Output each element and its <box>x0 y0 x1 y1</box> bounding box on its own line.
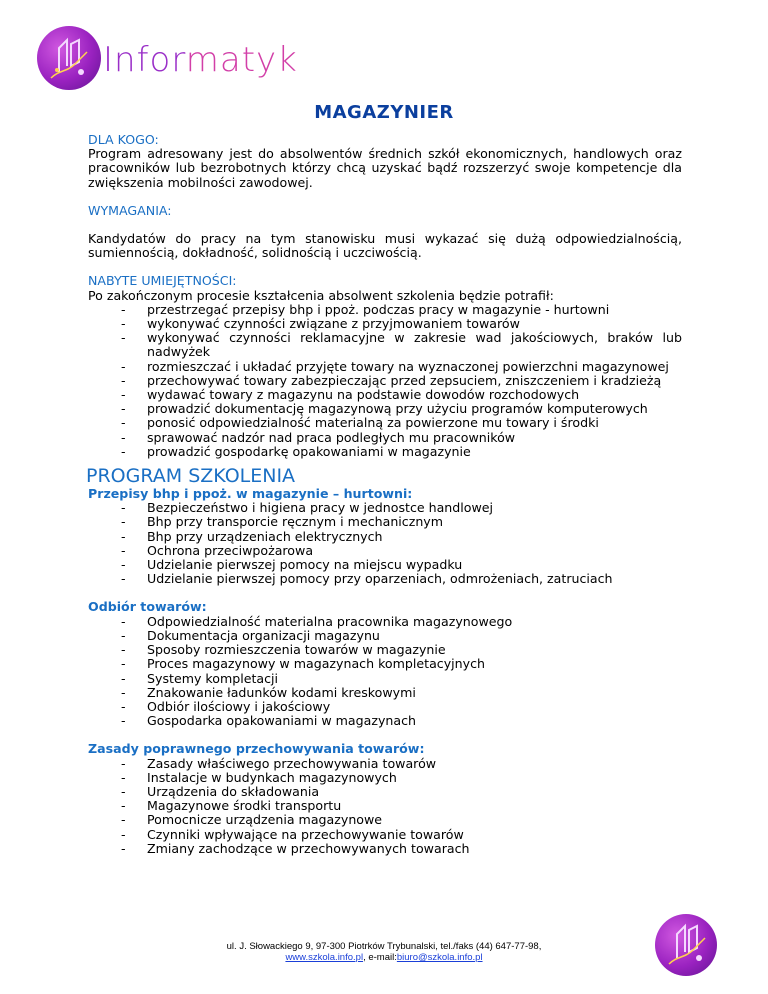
list-item: - wykonywać czynności reklamacyjne w zakresie wad jakościowych, braków lub nadwyżek <box>88 331 682 359</box>
list-item: - Bhp przy transporcie ręcznym i mechanicznym <box>88 515 682 529</box>
section-przechowywanie-title: Zasady poprawnego przechowywania towarów: <box>88 741 425 757</box>
list-item: - Sposoby rozmieszczenia towarów w magazynie <box>88 643 682 657</box>
section-odbior-title: Odbiór towarów: <box>88 599 207 615</box>
website-link[interactable]: www.szkola.info.pl <box>285 952 364 963</box>
list-item: - przechowywać towary zabezpieczając przed zepsuciem, zniszczeniem i kradzieżą <box>88 374 682 388</box>
list-item: - Odbiór ilościowy i jakościowy <box>88 700 682 714</box>
list-item: - rozmieszczać i układać przyjęte towary na wyznaczonej powierzchni magazynowej <box>88 360 682 374</box>
footer <box>150 941 618 963</box>
list-item: - przestrzegać przepisy bhp i ppoż. podczas pracy w magazynie - hurtowni <box>88 303 682 317</box>
list-item: - Systemy kompletacji <box>88 672 682 686</box>
dla-kogo-heading: DLA KOGO: <box>88 132 159 147</box>
list-item: - Magazynowe środki transportu <box>88 799 682 813</box>
section-bhp-list <box>88 501 682 586</box>
footer-logo-badge-icon <box>655 914 717 976</box>
list-item: - Bhp przy urządzeniach elektrycznych <box>88 530 682 544</box>
umiejetnosci-heading: NABYTE UMIEJĘTNOŚCI: <box>88 273 237 289</box>
list-item: - Pomocnicze urządzenia magazynowe <box>88 813 682 827</box>
list-item: - Zasady właściwego przechowywania towarów <box>88 757 682 771</box>
list-item: - prowadzić gospodarkę opakowaniami w magazynie <box>88 445 682 459</box>
program-heading: PROGRAM SZKOLENIA <box>86 465 296 488</box>
list-item: - sprawować nadzór nad praca podległych mu pracowników <box>88 431 682 445</box>
email-link[interactable]: biuro@szkola.info.pl <box>396 952 483 963</box>
list-item: - Bezpieczeństwo i higiena pracy w jednostce handlowej <box>88 501 682 515</box>
footer-separator: , e-mail: <box>363 952 397 963</box>
list-item: - Udzielanie pierwszej pomocy przy oparzeniach, odmrożeniach, zatruciach <box>88 572 682 586</box>
list-item: - prowadzić dokumentację magazynową przy użyciu programów komputerowych <box>88 402 682 416</box>
list-item: - Zmiany zachodzące w przechowywanych towarach <box>88 842 682 856</box>
logo <box>37 18 298 94</box>
section-odbior-list <box>88 615 682 729</box>
document-body <box>88 133 682 856</box>
list-item: - Udzielanie pierwszej pomocy na miejscu wypadku <box>88 558 682 572</box>
section-przechowywanie-list <box>88 757 682 856</box>
logo-wordmark: Informatyk <box>103 40 298 80</box>
list-item: - wykonywać czynności związane z przyjmowaniem towarów <box>88 317 682 331</box>
dla-kogo-text: Program adresowany jest do absolwentów średnich szkół ekonomicznych, handlowych oraz pracowników lub bezrobotnych którzy chcą uzyskać bądź rozszerzyć swoje kompetencje dla zwiększenia mobilności zawodowej. <box>88 146 682 190</box>
list-item: - Ochrona przeciwpożarowa <box>88 544 682 558</box>
footer-address: ul. J. Słowackiego 9, 97-300 Piotrków Trybunalski, tel./faks (44) 647-77-98, <box>226 941 542 952</box>
page-title: MAGAZYNIER <box>314 102 454 123</box>
wymagania-text: Kandydatów do pracy na tym stanowisku musi wykazać się dużą odpowiedzialnością, sumiennością, dokładność, solidnością i uczciwością. <box>88 231 682 261</box>
umiejetnosci-intro: Po zakończonym procesie kształcenia absolwent szkolenia będzie potrafił: <box>88 287 554 303</box>
umiejetnosci-list <box>88 303 682 459</box>
list-item: - Znakowanie ładunków kodami kreskowymi <box>88 686 682 700</box>
list-item: - Proces magazynowy w magazynach kompletacyjnych <box>88 657 682 671</box>
list-item: - Urządzenia do składowania <box>88 785 682 799</box>
list-item: - Dokumentacja organizacji magazynu <box>88 629 682 643</box>
list-item: - wydawać towary z magazynu na podstawie dowodów rozchodowych <box>88 388 682 402</box>
list-item: - Czynniki wpływające na przechowywanie towarów <box>88 828 682 842</box>
list-item: - Instalacje w budynkach magazynowych <box>88 771 682 785</box>
list-item: - Gospodarka opakowaniami w magazynach <box>88 714 682 728</box>
list-item: - ponosić odpowiedzialność materialną za powierzone mu towary i środki <box>88 416 682 430</box>
list-item: - Odpowiedzialność materialna pracownika magazynowego <box>88 615 682 629</box>
wymagania-heading: WYMAGANIA: <box>88 202 172 218</box>
section-bhp-title: Przepisy bhp i ppoż. w magazynie – hurtowni: <box>88 486 413 502</box>
logo-badge-icon <box>37 26 101 90</box>
